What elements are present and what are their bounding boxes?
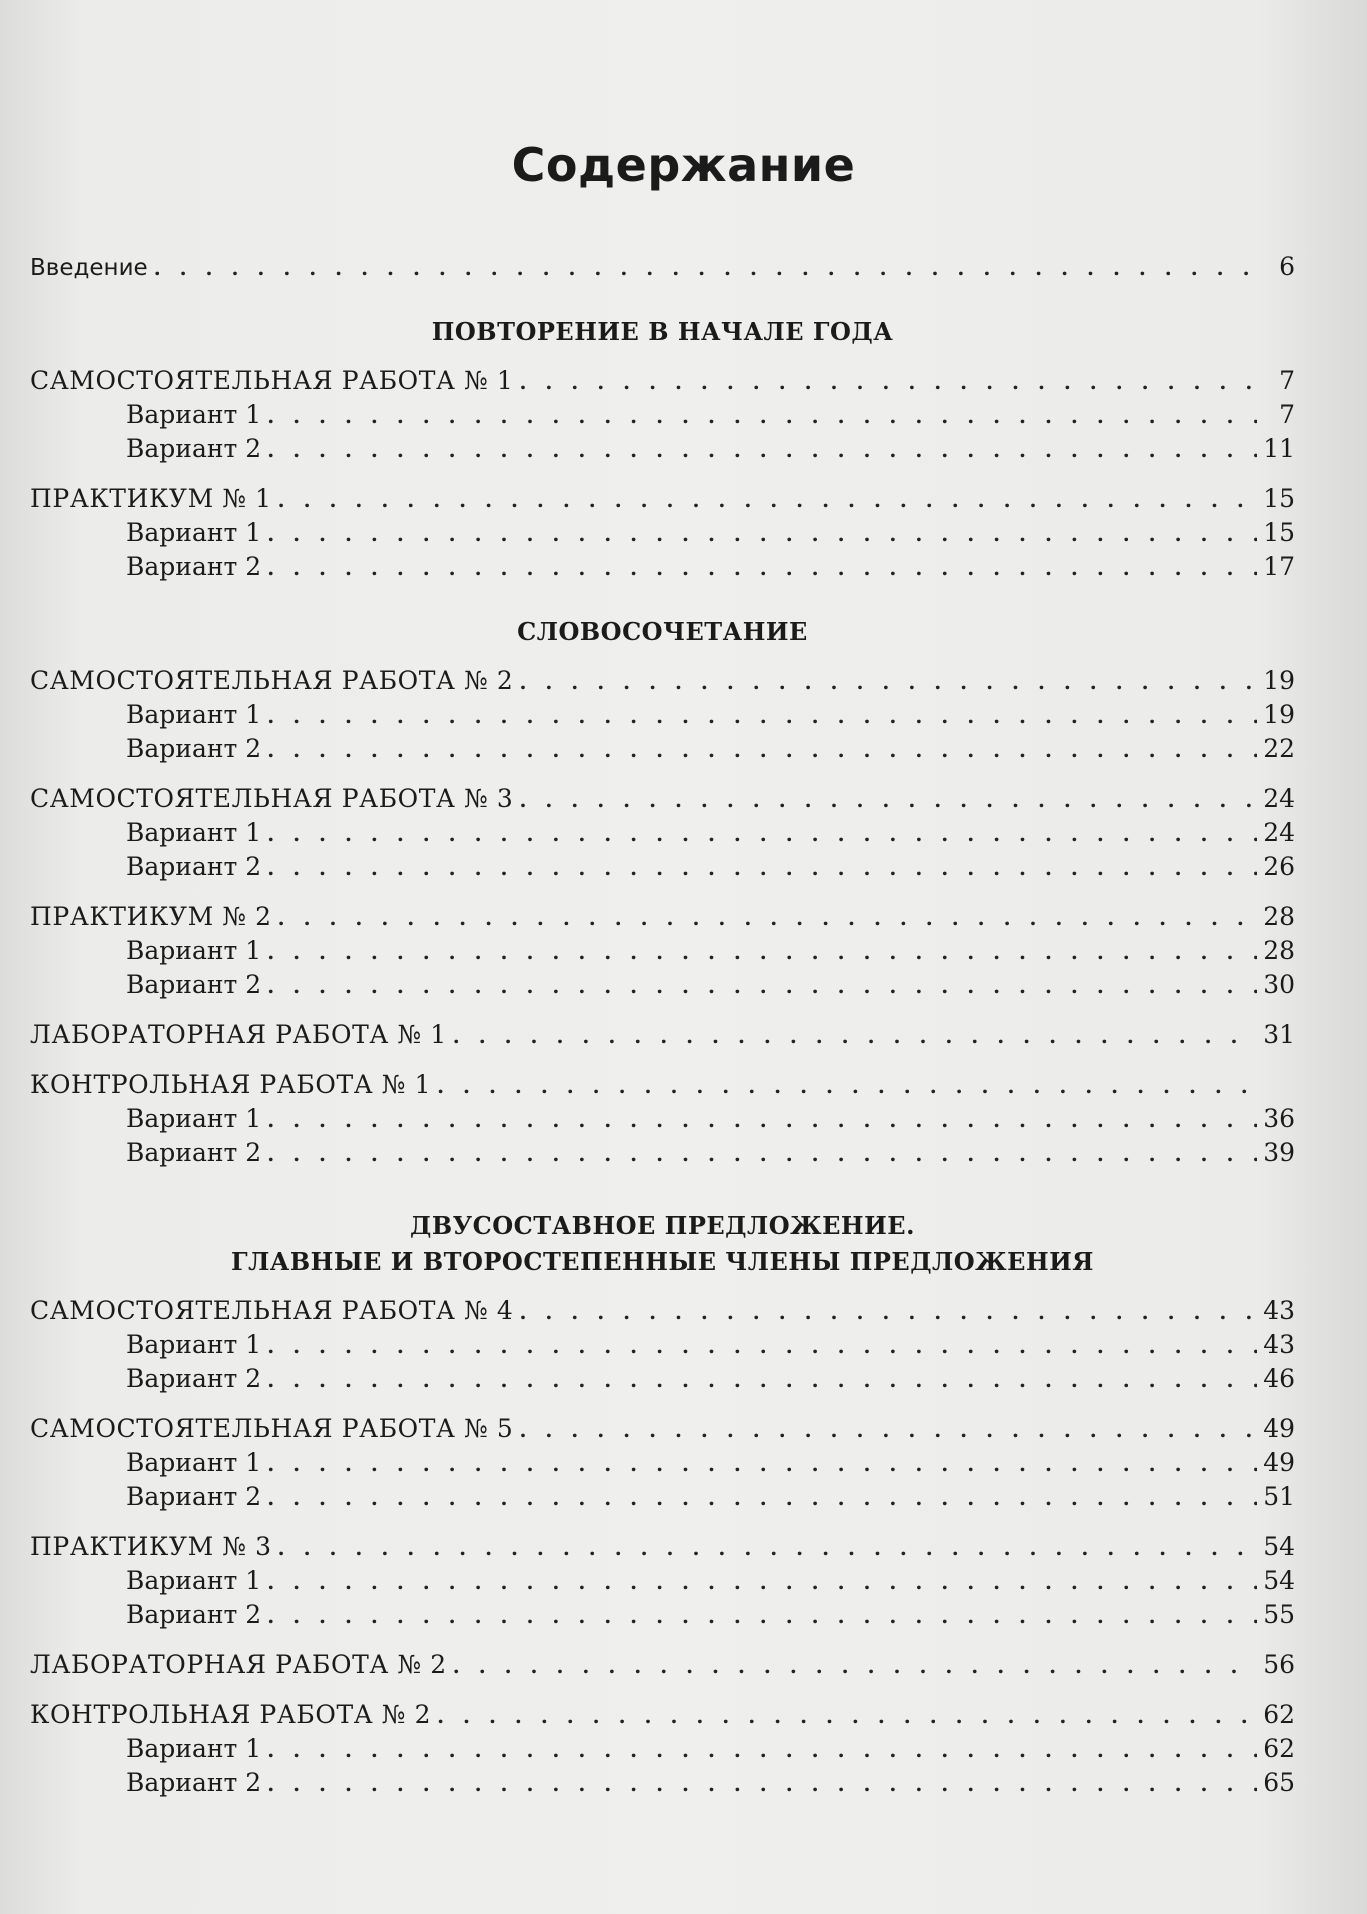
dot-leader [519, 1418, 1257, 1442]
toc-entry[interactable] [30, 1650, 1295, 1684]
toc-entry-label: КОНТРОЛЬНАЯ РАБОТА № 1 [30, 1070, 432, 1099]
toc-page-number: 22 [1263, 734, 1295, 763]
section-heading [30, 614, 1295, 650]
toc-entry-label: Вариант 1 [126, 518, 262, 547]
section-heading-line: СЛОВОСОЧЕТАНИЕ [517, 617, 808, 646]
toc-page-number: 54 [1263, 1566, 1295, 1595]
toc-entry-label: Вариант 2 [126, 852, 262, 881]
toc-page-number: 17 [1263, 552, 1295, 581]
section-heading-line: ДВУСОСТАВНОЕ ПРЕДЛОЖЕНИЕ. [410, 1211, 915, 1240]
toc-page-number: 24 [1263, 784, 1295, 813]
dot-leader [278, 906, 1257, 930]
toc-subentry[interactable] [30, 552, 1295, 586]
toc-entry-label: Вариант 2 [126, 552, 262, 581]
toc-entry-label: Вариант 2 [126, 434, 262, 463]
dot-leader [267, 974, 1257, 998]
dot-leader [278, 488, 1257, 512]
toc-page-number: 56 [1263, 1650, 1295, 1679]
toc-page-number: 54 [1263, 1532, 1295, 1561]
toc-page-number: 19 [1263, 666, 1295, 695]
toc-subentry[interactable] [30, 1482, 1295, 1516]
toc-page-number: 36 [1263, 1104, 1295, 1133]
dot-leader [267, 1604, 1257, 1628]
toc-entry-label: Вариант 2 [126, 1600, 262, 1629]
toc-subentry[interactable] [30, 936, 1295, 970]
toc-subentry[interactable] [30, 1600, 1295, 1634]
dot-leader [519, 670, 1257, 694]
toc-subentry[interactable] [30, 518, 1295, 552]
toc-entry-label: ЛАБОРАТОРНАЯ РАБОТА № 2 [30, 1650, 447, 1679]
toc-entry[interactable] [30, 902, 1295, 936]
toc-entry-label: Вариант 1 [126, 400, 262, 429]
dot-leader [267, 1368, 1257, 1392]
toc-entry-label: Вариант 2 [126, 1138, 262, 1167]
toc-sections [30, 314, 1295, 1802]
toc-entry-label: САМОСТОЯТЕЛЬНАЯ РАБОТА № 1 [30, 366, 514, 395]
dot-leader [267, 438, 1257, 462]
dot-leader [278, 1536, 1257, 1560]
dot-leader [267, 1486, 1257, 1510]
toc-entry-intro[interactable] [30, 252, 1295, 286]
toc-entry-label: ПРАКТИКУМ № 2 [30, 902, 272, 931]
toc-subentry[interactable] [30, 1768, 1295, 1802]
toc-entry-label: Вариант 1 [126, 1330, 262, 1359]
toc-entry[interactable] [30, 1296, 1295, 1330]
toc-subentry[interactable] [30, 1734, 1295, 1768]
toc-page-number: 49 [1263, 1414, 1295, 1443]
toc-page-number: 43 [1263, 1296, 1295, 1325]
dot-leader [437, 1704, 1257, 1728]
toc-entry[interactable] [30, 484, 1295, 518]
toc-entry-label: ЛАБОРАТОРНАЯ РАБОТА № 1 [30, 1020, 447, 1049]
toc-page-number: 28 [1263, 902, 1295, 931]
dot-leader [267, 404, 1257, 428]
dot-leader [267, 738, 1257, 762]
dot-leader [267, 1570, 1257, 1594]
toc-entry-label: Вариант 2 [126, 1364, 262, 1393]
toc-subentry[interactable] [30, 734, 1295, 768]
toc-entry[interactable] [30, 1414, 1295, 1448]
toc-entry-label: САМОСТОЯТЕЛЬНАЯ РАБОТА № 5 [30, 1414, 514, 1443]
section-heading-line: ПОВТОРЕНИЕ В НАЧАЛЕ ГОДА [431, 317, 894, 346]
table-of-contents [30, 252, 1295, 1802]
dot-leader [267, 556, 1257, 580]
toc-entry-label: ПРАКТИКУМ № 3 [30, 1532, 272, 1561]
toc-page-number: 15 [1263, 484, 1295, 513]
dot-leader [267, 1772, 1257, 1796]
toc-page-number: 26 [1263, 852, 1295, 881]
toc-page-number: 30 [1263, 970, 1295, 999]
toc-entry-label: Вариант 1 [126, 1448, 262, 1477]
dot-leader [267, 522, 1257, 546]
toc-entry[interactable] [30, 366, 1295, 400]
toc-page-number: 6 [1279, 252, 1295, 281]
toc-entry-label: Вариант 2 [126, 1768, 262, 1797]
toc-subentry[interactable] [30, 1566, 1295, 1600]
toc-subentry[interactable] [30, 1364, 1295, 1398]
toc-page-number: 31 [1263, 1020, 1295, 1049]
dot-leader [267, 940, 1257, 964]
dot-leader [453, 1654, 1257, 1678]
dot-leader [267, 704, 1257, 728]
toc-entry[interactable] [30, 1070, 1295, 1104]
dot-leader [519, 1300, 1257, 1324]
page-title: Содержание [511, 138, 856, 192]
toc-subentry[interactable] [30, 400, 1295, 434]
toc-page-number: 62 [1263, 1734, 1295, 1763]
dot-leader [437, 1074, 1257, 1098]
toc-subentry[interactable] [30, 1330, 1295, 1364]
toc-subentry[interactable] [30, 1138, 1295, 1172]
dot-leader [267, 856, 1257, 880]
toc-entry-label: САМОСТОЯТЕЛЬНАЯ РАБОТА № 4 [30, 1296, 514, 1325]
toc-subentry[interactable] [30, 970, 1295, 1004]
toc-entry-label: САМОСТОЯТЕЛЬНАЯ РАБОТА № 3 [30, 784, 514, 813]
toc-page-number: 7 [1279, 366, 1295, 395]
dot-leader [453, 1024, 1257, 1048]
toc-subentry[interactable] [30, 1448, 1295, 1482]
toc-entry[interactable] [30, 1700, 1295, 1734]
toc-entry-label: Вариант 1 [126, 1566, 262, 1595]
toc-entry-label: КОНТРОЛЬНАЯ РАБОТА № 2 [30, 1700, 432, 1729]
dot-leader [267, 1452, 1257, 1476]
toc-subentry[interactable] [30, 434, 1295, 468]
dot-leader [267, 1142, 1257, 1166]
toc-page-number: 28 [1263, 936, 1295, 965]
toc-entry-label: Введение [30, 255, 148, 281]
toc-entry[interactable] [30, 666, 1295, 700]
toc-entry-label: Вариант 2 [126, 734, 262, 763]
toc-subentry[interactable] [30, 1104, 1295, 1138]
toc-page-number: 49 [1263, 1448, 1295, 1477]
toc-entry-label: Вариант 1 [126, 1104, 262, 1133]
toc-page-number: 7 [1279, 400, 1295, 429]
toc-subentry[interactable] [30, 852, 1295, 886]
toc-entry-label: Вариант 2 [126, 1482, 262, 1511]
dot-leader [154, 256, 1257, 280]
dot-leader [519, 788, 1257, 812]
section-heading-line: ГЛАВНЫЕ И ВТОРОСТЕПЕННЫЕ ЧЛЕНЫ ПРЕДЛОЖЕНИЯ [231, 1247, 1094, 1276]
dot-leader [519, 370, 1257, 394]
toc-entry-label: Вариант 1 [126, 818, 262, 847]
dot-leader [267, 1334, 1257, 1358]
toc-page-number: 51 [1263, 1482, 1295, 1511]
toc-entry-label: ПРАКТИКУМ № 1 [30, 484, 272, 513]
toc-entry[interactable] [30, 784, 1295, 818]
toc-page-number: 65 [1263, 1768, 1295, 1797]
dot-leader [267, 1108, 1257, 1132]
toc-subentry[interactable] [30, 818, 1295, 852]
dot-leader [267, 1738, 1257, 1762]
toc-entry-label: Вариант 1 [126, 700, 262, 729]
toc-subentry[interactable] [30, 700, 1295, 734]
section-heading [30, 314, 1295, 350]
toc-entry[interactable] [30, 1020, 1295, 1054]
toc-entry-label: САМОСТОЯТЕЛЬНАЯ РАБОТА № 2 [30, 666, 514, 695]
toc-page-number: 62 [1263, 1700, 1295, 1729]
toc-entry[interactable] [30, 1532, 1295, 1566]
toc-page-number: 15 [1263, 518, 1295, 547]
toc-entry-label: Вариант 1 [126, 936, 262, 965]
toc-page-number: 11 [1263, 434, 1295, 463]
toc-page-number: 24 [1263, 818, 1295, 847]
toc-page-number: 46 [1263, 1364, 1295, 1393]
toc-entry-label: Вариант 1 [126, 1734, 262, 1763]
toc-entry-label: Вариант 2 [126, 970, 262, 999]
toc-page-number: 55 [1263, 1600, 1295, 1629]
toc-page-number: 19 [1263, 700, 1295, 729]
dot-leader [267, 822, 1257, 846]
section-heading [30, 1208, 1295, 1280]
toc-page-number: 39 [1263, 1138, 1295, 1167]
toc-page-number: 43 [1263, 1330, 1295, 1359]
